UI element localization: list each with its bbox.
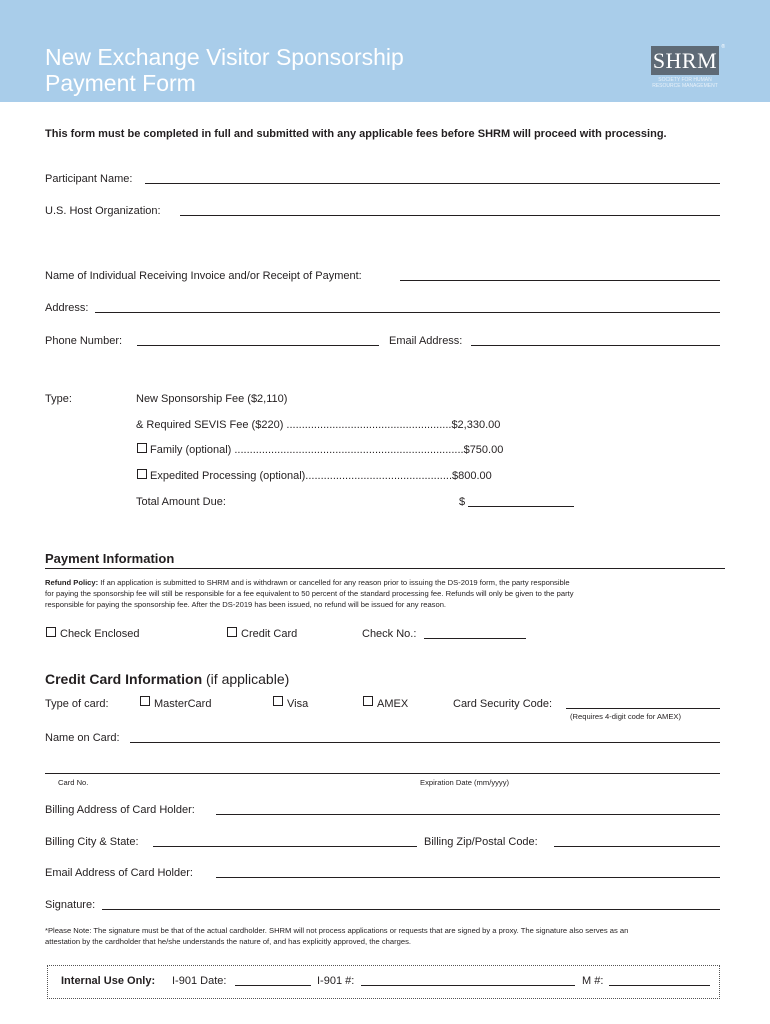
address-label: Address:: [45, 302, 89, 314]
billing-zip-label: Billing Zip/Postal Code:: [424, 836, 538, 848]
internal-use-box: [47, 965, 720, 999]
name-on-card-field[interactable]: [130, 742, 720, 743]
credit-card-heading: [45, 671, 289, 688]
expedited-fee-line: Expedited Processing (optional)................................................$800.00: [150, 470, 492, 482]
email-label: Email Address:: [389, 335, 463, 347]
credit-card-checkbox[interactable]: [227, 627, 237, 637]
billing-address-label: Billing Address of Card Holder:: [45, 804, 195, 816]
signature-note-line-2: attestation by the cardholder that he/she understands the nature of, and has explicitly approved, the charges.: [45, 937, 412, 946]
payment-info-heading: Payment Information: [45, 551, 175, 566]
header-band: [0, 0, 770, 102]
refund-line-1: [45, 577, 725, 588]
invoice-name-label: Name of Individual Receiving Invoice and/or Receipt of Payment:: [45, 270, 362, 282]
logo-tagline-1: SOCIETY FOR HUMAN: [658, 77, 712, 83]
shrm-logo: [651, 44, 725, 91]
payment-heading-rule: [45, 568, 725, 569]
check-enclosed-label: Check Enclosed: [60, 628, 140, 640]
logo-mark: SHRM: [652, 48, 718, 73]
email-holder-label: Email Address of Card Holder:: [45, 867, 193, 879]
address-field[interactable]: [95, 312, 720, 313]
mastercard-checkbox[interactable]: [140, 696, 150, 706]
invoice-name-field[interactable]: [400, 280, 720, 281]
logo-tagline: [651, 77, 719, 89]
total-dollar-sign: $: [459, 496, 466, 508]
m-number-field[interactable]: [609, 985, 710, 986]
expedited-checkbox[interactable]: [137, 469, 147, 479]
total-label: Total Amount Due:: [136, 496, 226, 508]
i901-number-label: I-901 #:: [317, 975, 355, 987]
i901-date-field[interactable]: [235, 985, 311, 986]
check-no-field[interactable]: [424, 638, 526, 639]
refund-policy: [45, 577, 725, 610]
card-no-label: Card No.: [58, 778, 89, 787]
billing-city-label: Billing City & State:: [45, 836, 139, 848]
mastercard-label: MasterCard: [154, 698, 212, 710]
participant-name-label: Participant Name:: [45, 173, 133, 185]
check-no-label: Check No.:: [362, 628, 417, 640]
billing-city-field[interactable]: [153, 846, 417, 847]
amex-checkbox[interactable]: [363, 696, 373, 706]
form-title: New Exchange Visitor Sponsorship: [45, 44, 404, 70]
email-holder-field[interactable]: [216, 877, 720, 878]
visa-checkbox[interactable]: [273, 696, 283, 706]
logo-tagline-2: RESOURCE MANAGEMENT: [652, 83, 718, 89]
family-fee-line: Family (optional) ...........................................................................$750.00: [150, 444, 504, 456]
refund-policy-label: Refund Policy:: [45, 578, 99, 587]
m-number-label: M #:: [582, 975, 604, 987]
type-label: Type:: [45, 393, 72, 405]
security-code-label: Card Security Code:: [453, 698, 553, 710]
amex-label: AMEX: [377, 698, 409, 710]
refund-text-1: If an application is submitted to SHRM and is withdrawn or cancelled for any reason prior to issuing the DS-2019 form, the party responsible: [100, 578, 570, 587]
signature-label: Signature:: [45, 899, 96, 911]
phone-field[interactable]: [137, 345, 379, 346]
host-org-field[interactable]: [180, 215, 720, 216]
check-enclosed-checkbox[interactable]: [46, 627, 56, 637]
i901-number-field[interactable]: [361, 985, 575, 986]
credit-card-heading-text: Credit Card Information: [45, 671, 203, 687]
host-org-label: U.S. Host Organization:: [45, 205, 161, 217]
name-on-card-label: Name on Card:: [45, 732, 120, 744]
internal-use-label: Internal Use Only:: [61, 975, 156, 987]
signature-note: [45, 925, 725, 947]
credit-card-label: Credit Card: [241, 628, 298, 640]
i901-date-label: I-901 Date:: [172, 975, 227, 987]
sevis-fee-line: & Required SEVIS Fee ($220) ......................................................$2,330.00: [136, 419, 501, 431]
intro-text: This form must be completed in full and submitted with any applicable fees before SHRM will proceed with processing.: [45, 128, 667, 140]
expiration-label: Expiration Date (mm/yyyy): [420, 778, 510, 787]
security-code-field[interactable]: [566, 708, 720, 709]
card-number-field[interactable]: [45, 773, 720, 774]
total-amount-field[interactable]: [468, 506, 574, 507]
billing-address-field[interactable]: [216, 814, 720, 815]
refund-line-2: for paying the sponsorship fee will still be responsible for a fee equivalent to 50 percent of the standard processing fee. Refunds will only be given to the party: [45, 589, 574, 598]
logo-registered: ®: [721, 44, 725, 50]
family-checkbox[interactable]: [137, 443, 147, 453]
card-type-label: Type of card:: [45, 698, 109, 710]
email-field[interactable]: [471, 345, 720, 346]
sponsorship-fee-line: New Sponsorship Fee ($2,110): [136, 393, 288, 405]
participant-name-field[interactable]: [145, 183, 720, 184]
visa-label: Visa: [287, 698, 309, 710]
signature-note-line-1: *Please Note: The signature must be that of the actual cardholder. SHRM will not process applications or requests that are signed by a proxy. The signature also serves as an: [45, 926, 629, 935]
phone-label: Phone Number:: [45, 335, 123, 347]
signature-field[interactable]: [102, 909, 720, 910]
security-code-note: (Requires 4-digit code for AMEX): [570, 712, 681, 721]
form-subtitle: Payment Form: [45, 70, 196, 96]
refund-line-3: responsible for paying the sponsorship fee. After the DS-2019 has been issued, no refund will be issued for any reason.: [45, 600, 447, 609]
billing-zip-field[interactable]: [554, 846, 720, 847]
credit-card-heading-note: (if applicable): [206, 671, 290, 687]
